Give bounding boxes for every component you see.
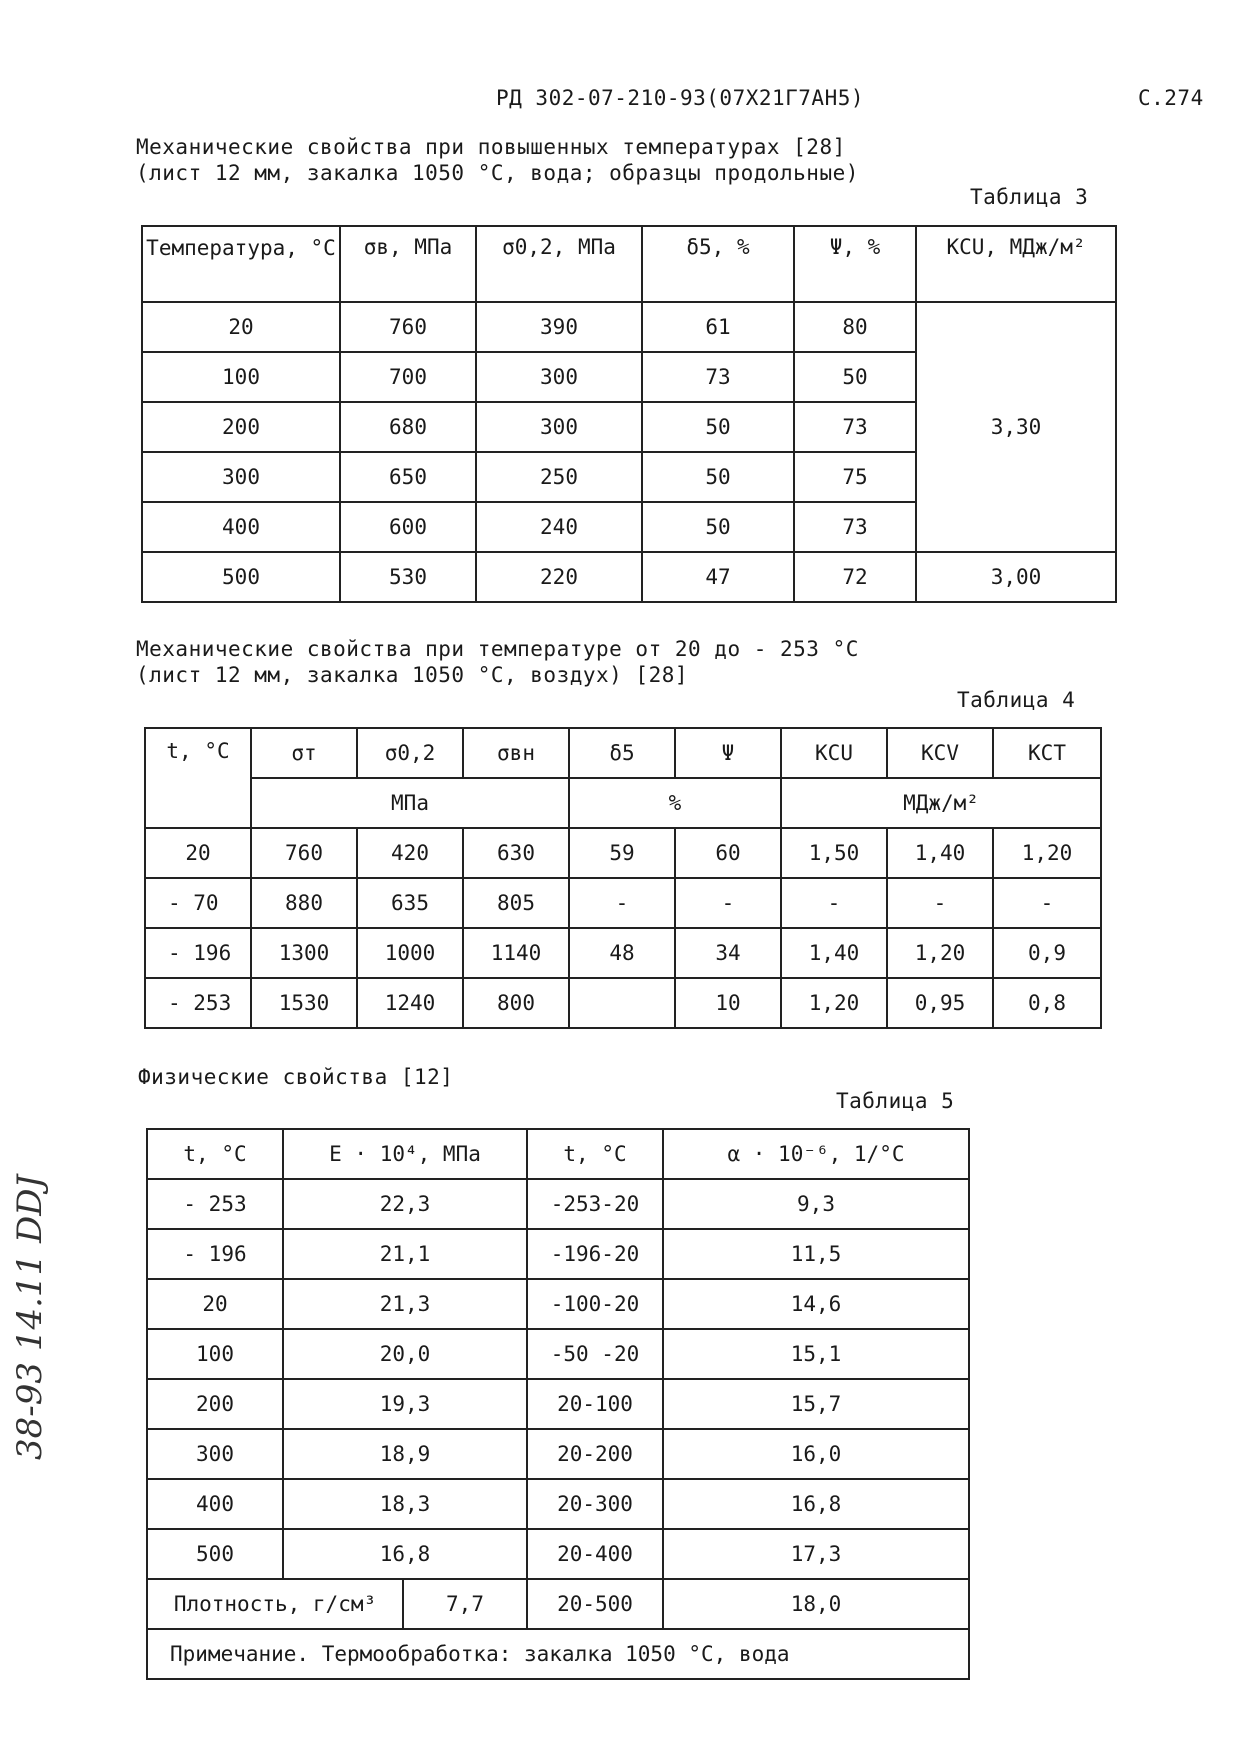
table-cell: 11,5 xyxy=(663,1229,969,1279)
table-cell: 1,20 xyxy=(887,928,993,978)
table5-col-t-range: t, °С xyxy=(527,1129,663,1179)
table-cell: - 196 xyxy=(147,1229,283,1279)
table4-col-sigma-bn: σвн xyxy=(463,728,569,778)
table5-density-row xyxy=(147,1579,969,1629)
page-number: С.274 xyxy=(1138,86,1204,110)
table4-col-kcu: КСU xyxy=(781,728,887,778)
table4-title-line2: (лист 12 мм, закалка 1050 °С, воздух) [28] xyxy=(136,663,689,687)
table-cell: 300 xyxy=(142,452,340,502)
table-cell: 635 xyxy=(357,878,463,928)
table-cell: 59 xyxy=(569,828,675,878)
table5-col-alpha: α · 10⁻⁶, 1/°С xyxy=(663,1129,969,1179)
table-row xyxy=(147,1429,969,1479)
table-cell: 530 xyxy=(340,552,476,602)
table-3 xyxy=(141,225,1117,603)
table-cell: 1530 xyxy=(251,978,357,1028)
table-cell: 50 xyxy=(642,502,794,552)
table-cell: - 253 xyxy=(145,978,251,1028)
table-cell: 0,9 xyxy=(993,928,1101,978)
table-row xyxy=(147,1179,969,1229)
table5-col-e: Е · 10⁴, МПа xyxy=(283,1129,527,1179)
table-cell: 300 xyxy=(476,352,642,402)
table-cell: 47 xyxy=(642,552,794,602)
table-cell: 19,3 xyxy=(283,1379,527,1429)
table4-col-delta5: δ5 xyxy=(569,728,675,778)
table-cell: 15,1 xyxy=(663,1329,969,1379)
table3-label: Таблица 3 xyxy=(970,185,1089,209)
table-row xyxy=(145,978,1101,1028)
table-cell: 1,40 xyxy=(887,828,993,878)
table-cell: 250 xyxy=(476,452,642,502)
table-cell: 680 xyxy=(340,402,476,452)
table3-col-kcu: КСU, МДж/м² xyxy=(916,226,1116,302)
table-cell: 500 xyxy=(142,552,340,602)
table5-col-t: t, °С xyxy=(147,1129,283,1179)
table-cell: 60 xyxy=(675,828,781,878)
table-row xyxy=(147,1479,969,1529)
table-cell: 72 xyxy=(794,552,916,602)
table3-col-psi: Ψ, % xyxy=(794,226,916,302)
table5-title: Физические свойства [12] xyxy=(138,1065,454,1089)
table-cell: 1240 xyxy=(357,978,463,1028)
table4-col-kcv: КСV xyxy=(887,728,993,778)
table-cell: 14,6 xyxy=(663,1279,969,1329)
table-cell: 20,0 xyxy=(283,1329,527,1379)
table-cell: 100 xyxy=(142,352,340,402)
table-cell: 73 xyxy=(794,502,916,552)
table-cell: 50 xyxy=(642,452,794,502)
table-row xyxy=(142,302,1116,352)
table-row xyxy=(147,1329,969,1379)
table-cell: 73 xyxy=(642,352,794,402)
table-cell: 1140 xyxy=(463,928,569,978)
table-cell: - 196 xyxy=(145,928,251,978)
table-5 xyxy=(146,1128,970,1680)
table4-unit-percent: % xyxy=(569,778,781,828)
table-row xyxy=(145,878,1101,928)
table-cell: 880 xyxy=(251,878,357,928)
table-cell: 18,9 xyxy=(283,1429,527,1479)
table-cell: - xyxy=(993,878,1101,928)
table-cell: 400 xyxy=(142,502,340,552)
table5-header-row xyxy=(147,1129,969,1179)
table-row xyxy=(142,552,1116,602)
table5-note: Примечание. Термообработка: закалка 1050 °С, вода xyxy=(147,1629,969,1679)
density-label: Плотность, г/см³ xyxy=(147,1579,403,1629)
table-cell: -253-20 xyxy=(527,1179,663,1229)
table-cell: 760 xyxy=(251,828,357,878)
table-row xyxy=(145,928,1101,978)
table-cell: 17,3 xyxy=(663,1529,969,1579)
table4-unit-mpa: МПа xyxy=(251,778,569,828)
document-code: РД 302-07-210-93(07Х21Г7АН5) xyxy=(496,86,865,110)
table-cell: - xyxy=(781,878,887,928)
table-cell: 80 xyxy=(794,302,916,352)
table-cell: 0,95 xyxy=(887,978,993,1028)
table4-col-kct: КСТ xyxy=(993,728,1101,778)
density-alpha: 18,0 xyxy=(663,1579,969,1629)
table-row xyxy=(145,828,1101,878)
table3-col-delta5: δ5, % xyxy=(642,226,794,302)
table-cell: 630 xyxy=(463,828,569,878)
table-cell: 20 xyxy=(147,1279,283,1329)
table-cell: 20 xyxy=(145,828,251,878)
table-cell: 220 xyxy=(476,552,642,602)
table-cell: - 253 xyxy=(147,1179,283,1229)
table-cell: 10 xyxy=(675,978,781,1028)
table4-col-psi: Ψ xyxy=(675,728,781,778)
table-cell: 20-200 xyxy=(527,1429,663,1479)
table-cell: 200 xyxy=(147,1379,283,1429)
table-cell: 420 xyxy=(357,828,463,878)
table-row xyxy=(147,1279,969,1329)
density-range: 20-500 xyxy=(527,1579,663,1629)
table3-kcu-last: 3,00 xyxy=(916,552,1116,602)
table3-col-sigma-b: σв, МПа xyxy=(340,226,476,302)
handwritten-margin-note: 38-93 14.11 DDJ xyxy=(10,1174,50,1460)
table4-col-t: t, °С xyxy=(145,728,251,828)
table-cell: 34 xyxy=(675,928,781,978)
table4-header-row xyxy=(145,728,1101,778)
table3-header-row xyxy=(142,226,1116,302)
table-cell: 500 xyxy=(147,1529,283,1579)
table-cell: 16,0 xyxy=(663,1429,969,1479)
table-cell: 22,3 xyxy=(283,1179,527,1229)
table4-unit-mj: МДж/м² xyxy=(781,778,1101,828)
table-cell: 18,3 xyxy=(283,1479,527,1529)
table-cell: 20-100 xyxy=(527,1379,663,1429)
table3-col-temperature: Температура, °С xyxy=(142,226,340,302)
table-cell: 400 xyxy=(147,1479,283,1529)
table-cell: 1000 xyxy=(357,928,463,978)
table-row xyxy=(147,1379,969,1429)
table-cell: 75 xyxy=(794,452,916,502)
density-value: 7,7 xyxy=(403,1579,527,1629)
table-4 xyxy=(144,727,1102,1029)
table-row xyxy=(147,1529,969,1579)
table-cell: 1,20 xyxy=(993,828,1101,878)
table-cell: 200 xyxy=(142,402,340,452)
table-cell: 16,8 xyxy=(283,1529,527,1579)
table-cell: 300 xyxy=(476,402,642,452)
table-cell: 20 xyxy=(142,302,340,352)
table-cell: 300 xyxy=(147,1429,283,1479)
table4-units-row xyxy=(145,778,1101,828)
table5-label: Таблица 5 xyxy=(836,1089,955,1113)
table-cell: 20-300 xyxy=(527,1479,663,1529)
table-cell: 61 xyxy=(642,302,794,352)
table-cell: 240 xyxy=(476,502,642,552)
table-cell: 0,8 xyxy=(993,978,1101,1028)
table5-note-row xyxy=(147,1629,969,1679)
table4-label: Таблица 4 xyxy=(957,688,1076,712)
table-cell: - 70 xyxy=(145,878,251,928)
table-cell: 600 xyxy=(340,502,476,552)
table-cell: 1,20 xyxy=(781,978,887,1028)
table4-col-sigma-02: σ0,2 xyxy=(357,728,463,778)
table-cell: 48 xyxy=(569,928,675,978)
table-cell: 15,7 xyxy=(663,1379,969,1429)
table3-title-line1: Механические свойства при повышенных температурах [28] xyxy=(136,135,846,159)
table3-kcu-merged: 3,30 xyxy=(916,302,1116,552)
table-cell xyxy=(569,978,675,1028)
table-cell: 1300 xyxy=(251,928,357,978)
table-cell: 50 xyxy=(642,402,794,452)
table-cell: 700 xyxy=(340,352,476,402)
table-cell: 390 xyxy=(476,302,642,352)
table-cell: 21,1 xyxy=(283,1229,527,1279)
table-cell: 50 xyxy=(794,352,916,402)
table-row xyxy=(147,1229,969,1279)
table-cell: - xyxy=(887,878,993,928)
table-cell: 650 xyxy=(340,452,476,502)
table3-title-line2: (лист 12 мм, закалка 1050 °С, вода; образцы продольные) xyxy=(136,161,859,185)
table-cell: - xyxy=(675,878,781,928)
table-cell: -100-20 xyxy=(527,1279,663,1329)
table-cell: 805 xyxy=(463,878,569,928)
table-cell: - xyxy=(569,878,675,928)
table3-col-sigma-02: σ0,2, МПа xyxy=(476,226,642,302)
table-cell: 73 xyxy=(794,402,916,452)
table-cell: 800 xyxy=(463,978,569,1028)
table-cell: 1,40 xyxy=(781,928,887,978)
table-cell: -196-20 xyxy=(527,1229,663,1279)
table4-title-line1: Механические свойства при температуре от 20 до - 253 °С xyxy=(136,637,859,661)
table-cell: 760 xyxy=(340,302,476,352)
table-cell: -50 -20 xyxy=(527,1329,663,1379)
table4-col-sigma-t: σт xyxy=(251,728,357,778)
table-cell: 100 xyxy=(147,1329,283,1379)
table-cell: 1,50 xyxy=(781,828,887,878)
table-cell: 20-400 xyxy=(527,1529,663,1579)
table-cell: 16,8 xyxy=(663,1479,969,1529)
table-cell: 21,3 xyxy=(283,1279,527,1329)
table-cell: 9,3 xyxy=(663,1179,969,1229)
